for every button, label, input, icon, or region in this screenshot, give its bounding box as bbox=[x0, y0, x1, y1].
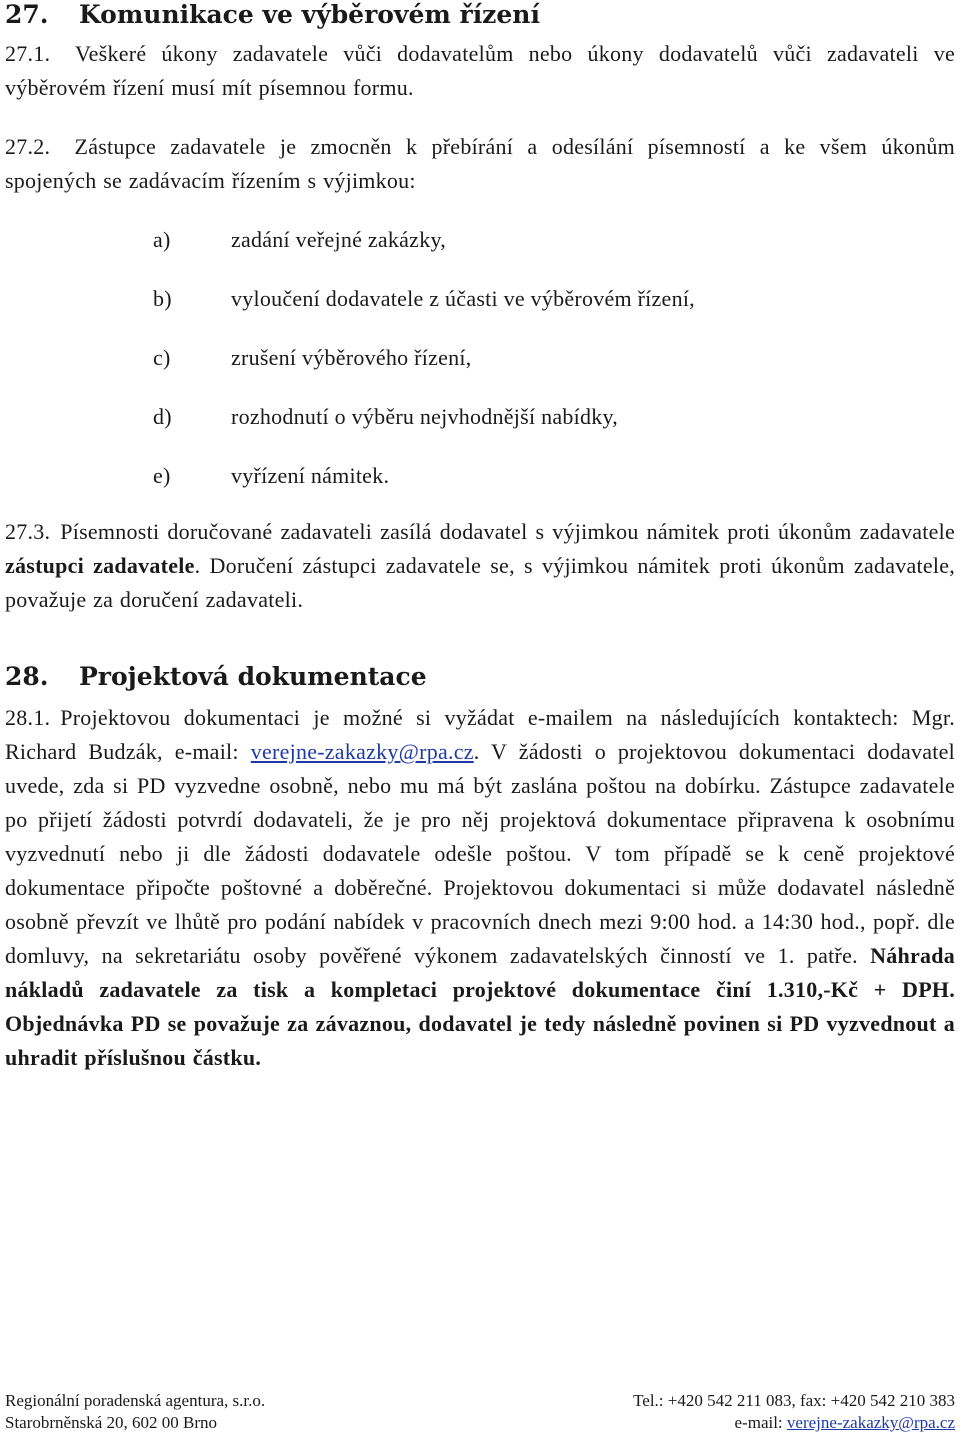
list-item-letter: e) bbox=[153, 463, 171, 488]
section-27-heading bbox=[5, 0, 955, 30]
section-28-number: 28. bbox=[5, 662, 49, 691]
list-item-letter: b) bbox=[153, 286, 172, 311]
list-item-text: zadání veřejné zakázky, bbox=[231, 227, 447, 252]
list-item bbox=[5, 400, 955, 459]
paragraph-text: Zástupce zadavatele je zmocněn k přebírání a odesílání písemností a ke všem úkonům spojených se zadávacím řízením s výjimkou: bbox=[5, 134, 955, 193]
list-item-text: zrušení výběrového řízení, bbox=[231, 345, 472, 370]
paragraph-bold-text: zástupci zadavatele bbox=[5, 553, 195, 578]
list-item bbox=[5, 282, 955, 341]
paragraph-number: 27.3. bbox=[5, 519, 51, 544]
list-item bbox=[5, 223, 955, 282]
list-item-letter: c) bbox=[153, 345, 171, 370]
footer-row bbox=[5, 1412, 955, 1434]
paragraph-text: Písemnosti doručované zadavateli zasílá dodavatel s výjimkou námitek proti úkonům zadavatele bbox=[60, 519, 955, 544]
page-footer bbox=[5, 1390, 955, 1438]
paragraph-number: 27.2. bbox=[5, 134, 51, 159]
paragraph-number: 27.1. bbox=[5, 41, 51, 66]
list-item-text: vyřízení námitek. bbox=[231, 463, 390, 488]
footer-row bbox=[5, 1390, 955, 1412]
exception-list bbox=[5, 223, 955, 515]
footer-email-link[interactable]: verejne-zakazky@rpa.cz bbox=[786, 1413, 955, 1432]
paragraph-27-3 bbox=[5, 515, 955, 617]
section-28-heading bbox=[5, 657, 955, 697]
section-27-title: Komunikace ve výběrovém řízení bbox=[79, 0, 540, 29]
list-item bbox=[5, 341, 955, 400]
paragraph-text: Veškeré úkony zadavatele vůči dodavatelům nebo úkony dodavatelů vůči zadavateli ve výběrovém řízení musí mít písemnou formu. bbox=[5, 41, 955, 100]
document-page bbox=[5, 0, 955, 1075]
list-item-text: rozhodnutí o výběru nejvhodnější nabídky, bbox=[231, 404, 619, 429]
paragraph-text: . Doručení zástupci zadavatele se, s výjimkou námitek proti úkonům zadavatele, považuje za doručení zadavateli. bbox=[5, 553, 955, 612]
footer-email-block bbox=[735, 1412, 955, 1434]
paragraph-27-2 bbox=[5, 130, 955, 198]
paragraph-number: 28.1. bbox=[5, 705, 51, 730]
paragraph-bold-text: Náhrada nákladů zadavatele za tisk a kompletaci projektové dokumentace činí 1.310,-Kč + DPH. Objednávka PD se považuje za závaznou, dodavatel je tedy následně povinen si PD vyzvednout a uhradit příslušnou částku. bbox=[5, 943, 955, 1070]
footer-address: Starobrněnská 20, 602 00 Brno bbox=[5, 1413, 218, 1432]
paragraph-28-1 bbox=[5, 701, 955, 1075]
paragraph-text: . V žádosti o projektovou dokumentaci dodavatel uvede, zda si PD vyzvedne osobně, nebo mu má být zaslána poštou na dobírku. Zástupce zadavatele po přijetí žádosti potvrdí dodavateli, že je pro něj projektová dokumentace připravena k osobnímu vyzvednutí nebo ji dle žádosti dodavatele odešle poštou. V tom případě se k ceně projektové dokumentace připočte poštovné a doběrečné. Projektovou dokumentaci si může dodavatel následně osobně převzít ve lhůtě pro podání nabídek v pracovních dnech mezi 9:00 hod. a 14:30 hod., popř. dle domluvy, na sekretariátu osoby pověřené výkonem zadavatelských činností ve 1. patře. bbox=[5, 739, 956, 968]
list-item-letter: d) bbox=[153, 404, 172, 429]
list-item bbox=[5, 459, 955, 515]
list-item-letter: a) bbox=[153, 227, 171, 252]
footer-phone: Tel.: +420 542 211 083, fax: +420 542 210 383 bbox=[633, 1391, 955, 1410]
list-item-text: vyloučení dodavatele z účasti ve výběrovém řízení, bbox=[231, 286, 695, 311]
section-28-title: Projektová dokumentace bbox=[79, 662, 427, 691]
footer-email-label: e-mail: bbox=[734, 1413, 787, 1432]
footer-company: Regionální poradenská agentura, s.r.o. bbox=[5, 1391, 266, 1410]
paragraph-27-1 bbox=[5, 37, 955, 105]
email-link[interactable]: verejne-zakazky@rpa.cz bbox=[250, 739, 474, 764]
section-27-number: 27. bbox=[5, 0, 49, 29]
paragraph-text: Projektovou dokumentaci je možné si vyžádat e-mailem na následujících kontaktech: Mgr. Richard Budzák, e-mail: bbox=[5, 705, 955, 764]
